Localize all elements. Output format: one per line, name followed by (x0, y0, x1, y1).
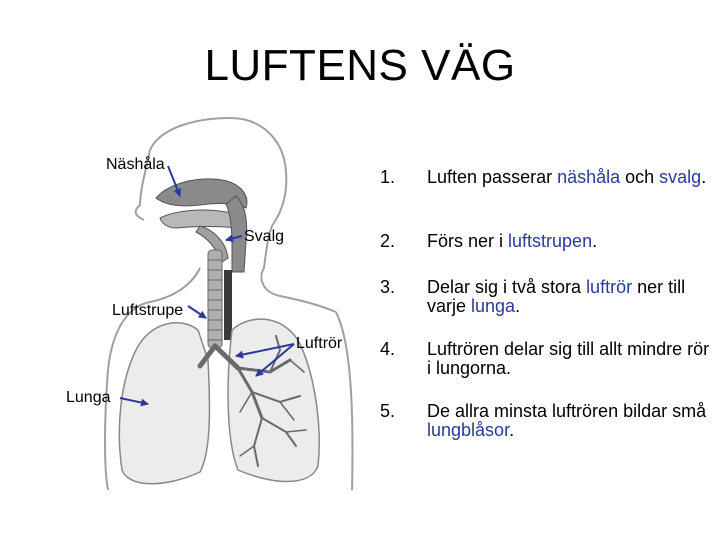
step-number: 4. (380, 339, 396, 359)
trachea (208, 250, 232, 348)
airway-head (156, 179, 247, 272)
label-luftror: Luftrör (296, 335, 343, 352)
step-text: Delar sig i två stora luftrör ner till varje lunga. (427, 277, 686, 316)
step-number: 2. (380, 231, 396, 251)
arrow-luftstrupe (188, 306, 206, 318)
step-text: Luftrören delar sig till allt mindre rör i lungorna. (427, 339, 710, 378)
step-text: Förs ner i luftstrupen. (427, 231, 598, 251)
label-nashala: Näshåla (106, 156, 165, 173)
label-lunga: Lunga (66, 389, 111, 406)
step-number: 5. (380, 401, 396, 421)
step-text: De allra minsta luftrören bildar små lungblåsor. (427, 401, 707, 440)
step-number: 1. (380, 167, 396, 187)
step-number: 3. (380, 277, 396, 297)
step-text: Luften passerar näshåla och svalg. (427, 167, 707, 187)
page-title: LUFTENS VÄG (204, 41, 516, 90)
label-luftstrupe: Luftstrupe (112, 302, 184, 319)
left-lung (119, 323, 209, 484)
label-svalg: Svalg (244, 228, 285, 245)
